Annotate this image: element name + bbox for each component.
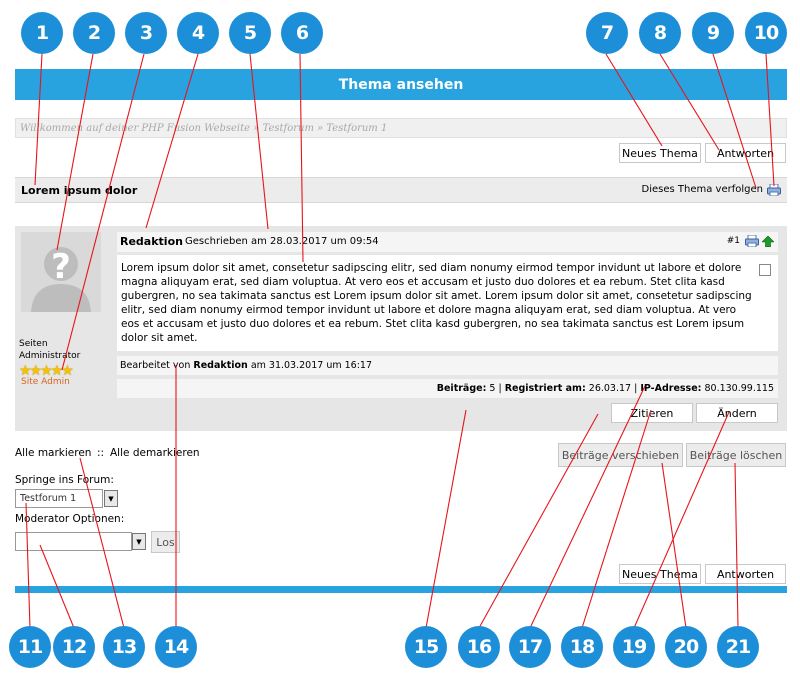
new-thread-button-bottom[interactable]: Neues Thema — [619, 564, 701, 584]
post-author[interactable]: Redaktion — [120, 235, 183, 248]
callout-17: 17 — [509, 626, 551, 668]
callout-12: 12 — [53, 626, 95, 668]
callout-8: 8 — [639, 12, 681, 54]
callout-20: 20 — [665, 626, 707, 668]
edit-user[interactable]: Redaktion — [193, 360, 248, 371]
post-date: Geschrieben am 28.03.2017 um 09:54 — [185, 236, 379, 247]
reply-button-bottom[interactable]: Antworten — [705, 564, 786, 584]
callout-14: 14 — [155, 626, 197, 668]
callout-15: 15 — [405, 626, 447, 668]
rank-stars: ★★★★★ — [19, 363, 72, 379]
svg-text:?: ? — [51, 247, 71, 287]
callout-1: 1 — [21, 12, 63, 54]
arrow-up-icon[interactable] — [762, 236, 774, 247]
ip-label: IP-Adresse: — [640, 383, 702, 394]
posts-label: Beiträge: — [436, 383, 487, 394]
print-post-icon[interactable] — [745, 235, 759, 247]
chevron-down-icon[interactable]: ▼ — [132, 533, 146, 550]
unmark-all-link[interactable]: Alle demarkieren — [110, 447, 200, 459]
callout-21: 21 — [717, 626, 759, 668]
registered-value: 26.03.17 — [588, 383, 632, 394]
edit-info — [117, 356, 778, 375]
footer-bar — [15, 586, 787, 593]
callout-5: 5 — [229, 12, 271, 54]
jump-forum-select[interactable]: Testforum 1 — [15, 489, 103, 508]
callout-2: 2 — [73, 12, 115, 54]
callout-4: 4 — [177, 12, 219, 54]
user-group-line2: Administrator — [19, 351, 81, 361]
annotation-line-21 — [735, 463, 738, 628]
go-button[interactable]: Los — [151, 531, 180, 553]
follow-thread-link[interactable]: Dieses Thema verfolgen — [641, 184, 763, 195]
reply-button-top[interactable]: Antworten — [705, 143, 786, 163]
user-stats: Beiträge: 5 | Registriert am: 26.03.17 | IP-Adresse: 80.130.99.115 — [117, 379, 778, 398]
callout-9: 9 — [692, 12, 734, 54]
ip-value: 80.130.99.115 — [704, 383, 774, 394]
post-text: Lorem ipsum dolor sit amet, consetetur sadipscing elitr, sed diam nonumy eirmod tempor invidunt ut labore et dolore magna aliquyam erat, sed diam voluptua. At vero eos et accusam et justo duo dolores et ea rebum. Stet clita kasd gubergren, no sea takimata sanctus est Lorem ipsum dolor sit amet. Lorem ipsum dolor sit amet, consetetur sadipscing elitr, sed diam nonumy eirmod tempor invidunt ut labore et dolore magna aliquyam erat, sed diam voluptua. At vero eos et accusam et justo duo dolores et ea rebum. Stet clita kasd gubergren, no sea takimata sanctus est Lorem ipsum dolor sit amet. — [121, 262, 752, 344]
callout-11: 11 — [9, 626, 51, 668]
annotation-line-20 — [662, 463, 686, 628]
thread-header — [15, 177, 787, 203]
registered-label: Registriert am: — [504, 383, 586, 394]
breadcrumb[interactable]: Willkommen auf deiner PHP Fusion Webseite » Testforum » Testforum 1 — [15, 118, 787, 138]
callout-10: 10 — [745, 12, 787, 54]
callout-19: 19 — [613, 626, 655, 668]
callout-13: 13 — [103, 626, 145, 668]
mark-all-link[interactable]: Alle markieren — [15, 447, 92, 459]
callout-7: 7 — [586, 12, 628, 54]
callout-6: 6 — [281, 12, 323, 54]
user-rank: Site Admin — [21, 377, 70, 387]
jump-forum-label: Springe ins Forum: — [15, 474, 114, 486]
post-header — [117, 232, 778, 252]
posts-value: 5 — [489, 383, 496, 394]
chevron-down-icon[interactable]: ▼ — [104, 490, 118, 507]
thread-title: Lorem ipsum dolor — [21, 184, 138, 197]
post-body — [117, 255, 778, 351]
post-number[interactable]: #1 — [726, 236, 740, 246]
callout-18: 18 — [561, 626, 603, 668]
user-group-line1: Seiten — [19, 339, 48, 349]
page-title: Thema ansehen — [338, 76, 464, 93]
delete-posts-button[interactable]: Beiträge löschen — [686, 443, 786, 467]
print-icon[interactable] — [767, 184, 781, 196]
new-thread-button-top[interactable]: Neues Thema — [619, 143, 701, 163]
edit-suffix: am 31.03.2017 um 16:17 — [250, 360, 372, 371]
default-avatar-icon — [21, 232, 101, 312]
moderator-options-select[interactable] — [15, 532, 132, 551]
callout-3: 3 — [125, 12, 167, 54]
moderator-options-label: Moderator Optionen: — [15, 513, 125, 525]
edit-post-button[interactable]: Ändern — [696, 403, 778, 423]
annotation-line-15 — [426, 410, 466, 628]
edit-prefix: Bearbeitet von — [120, 360, 191, 371]
avatar[interactable] — [21, 232, 101, 312]
quote-button[interactable]: Zitieren — [611, 403, 693, 423]
post-select-checkbox[interactable] — [759, 264, 771, 276]
title-bar — [15, 69, 787, 100]
mark-separator: :: — [97, 447, 105, 459]
move-posts-button[interactable]: Beiträge verschieben — [558, 443, 683, 467]
callout-16: 16 — [458, 626, 500, 668]
